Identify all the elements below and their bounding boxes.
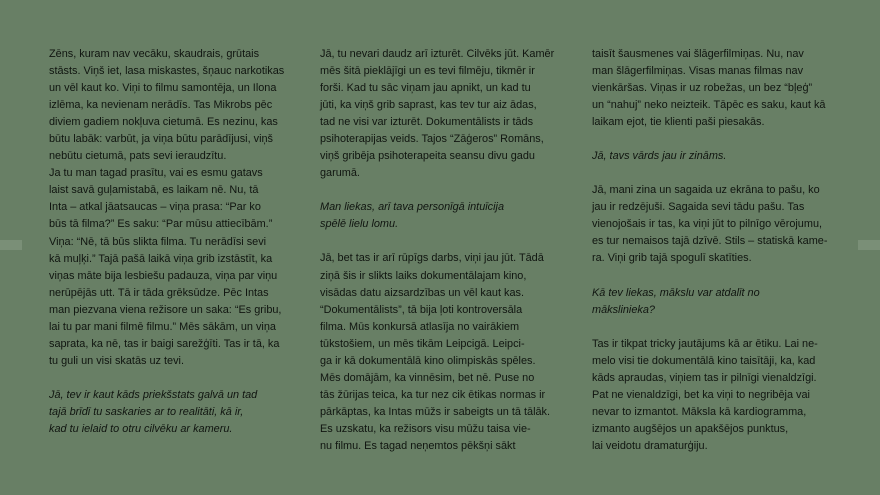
text-line: diviem gadiem nokļuva cietumā. Es nezinu, kas	[49, 116, 278, 129]
text-line: viņš gribēja psihoterapeita seansu divu gadu	[320, 150, 535, 163]
text-line: nu filmu. Es tagad neņemtos pēkšņi sākt	[320, 439, 516, 452]
text-line: tās žūrijas teica, ka tur nez cik ētikas normas ir	[320, 388, 546, 401]
text-line: mākslinieka?	[592, 303, 655, 316]
text-line: Man liekas, arī tava personīgā intuīcija	[320, 201, 505, 214]
text-line: forši. Kad tu sāc viņam jau apnikt, un kad tu	[320, 82, 531, 95]
interview-question	[49, 387, 281, 438]
text-line: Jā, tu nevari daudz arī izturēt. Cilvēks jūt. Kamēr	[320, 48, 555, 60]
text-line: būs tā filma?” Es saku: “Par mūsu attiecībām.”	[49, 218, 273, 231]
text-line: psihoterapijas veids. Tajos “Zāģeros” Romāns,	[320, 133, 544, 146]
text-line: Tas ir tikpat tricky jautājums kā ar ētiku. Lai ne-	[592, 337, 818, 350]
text-line: lai tu par mani filmē filmu.” Mēs sākām, un viņa	[49, 320, 276, 333]
text-line: saprata, ka nē, tas ir baigi sarežģīti. Tas ir tā, ka	[49, 337, 280, 350]
text-line: man šlāgerfilmiņas. Visas manas filmas nav	[592, 65, 804, 78]
text-line: Jā, mani zina un sagaida uz ekrāna to pašu, ko	[592, 184, 820, 197]
text-line: jūti, ka viņš grib saprast, kas tev tur aiz ādas,	[320, 99, 537, 112]
text-line: Zēns, kuram nav vecāku, skaudrais, grūtais	[49, 48, 260, 60]
text-line: tad ne visi var izturēt. Dokumentālists ir tāds	[320, 116, 534, 129]
text-line: pārkāptas, ka Intas mūžs ir sabeigts un tā tālāk.	[320, 405, 551, 418]
text-line: viņas māte bija lesbiešu padauza, viņa par viņu	[49, 269, 278, 282]
text-line: man piezvana viena režisore un saka: “Es gribu,	[49, 303, 282, 316]
text-line: mēs šitā pieklājīgi un es tevi filmēju, tikmēr ir	[320, 65, 535, 78]
text-line: visādas datu aizsardzības un vēl kaut kas.	[320, 286, 525, 299]
text-line: tu guli un visi skatās uz tevi.	[49, 354, 184, 367]
text-line: tajā brīdī tu saskaries ar to realitāti, kā ir,	[49, 405, 244, 418]
text-line: izlēma, ka nevienam nerādīs. Tas Mikrobs pēc	[49, 99, 273, 112]
text-line: melo visi tie dokumentālā kino taisītāji, ka, kad	[592, 354, 816, 367]
interview-answer	[320, 250, 552, 455]
text-line: Pat ne vienaldzīgi, bet ka viņi to negribēja vai	[592, 388, 810, 401]
text-line: nerūpējās utt. Tā ir tāda grēksūdze. Pēc Intas	[49, 286, 269, 299]
interview-answer	[320, 46, 555, 182]
interview-question	[592, 148, 824, 165]
previous-page-tab[interactable]	[0, 240, 22, 250]
text-line: garumā.	[320, 167, 360, 180]
text-line: Mēs domājām, ka vinnēsim, bet nē. Puse no	[320, 371, 535, 384]
interview-answer	[592, 336, 824, 455]
text-line: Jā, bet tas ir arī rūpīgs darbs, viņi jau jūt. Tādā	[320, 252, 544, 265]
text-line: būtu labāk: varbūt, ja viņa būtu parādījusi, viņš	[49, 133, 273, 146]
interview-answer	[592, 46, 824, 131]
interview-answer	[592, 182, 828, 267]
text-column-2	[320, 46, 555, 472]
interview-question	[320, 199, 552, 233]
text-line: taisīt šausmenes vai šlāgerfilmiņas. Nu, nav	[592, 48, 804, 60]
text-line: Es uzskatu, ka režisors visu mūžu taisa vie-	[320, 422, 531, 435]
text-line: “Dokumentālists”, tā bija ļoti kontroversāla	[320, 303, 523, 316]
text-line: vienojošais ir tas, ka viņi jūt to pilnīgo vērojumu,	[592, 218, 823, 231]
text-line: nevar to izmantot. Māksla kā kardiogramma,	[592, 405, 807, 418]
text-line: laikam ejot, tie klienti paši piesakās.	[592, 116, 765, 129]
text-line: lai veidotu dramaturģiju.	[592, 439, 708, 452]
text-line: kad tu ielaid to otru cilvēku ar kameru.	[49, 422, 233, 435]
text-line: Jā, tavs vārds jau ir zināms.	[592, 150, 727, 163]
text-column-1	[49, 46, 285, 455]
text-line: Ja tu man tagad prasītu, vai es esmu gatavs	[49, 167, 263, 180]
text-line: filma. Mūs konkursā atlasīja no vairākiem	[320, 320, 520, 333]
interview-question	[592, 285, 824, 319]
text-column-3	[592, 46, 828, 472]
text-line: vienkāršas. Viņas ir uz robežas, un bez “bļeģ”	[592, 82, 813, 95]
text-line: un vēl kaut ko. Viņi to filmu samontēja, un Ilona	[49, 82, 277, 95]
text-line: es tur nemaisos tajā dzīvē. Stils – statiskā kame-	[592, 235, 828, 248]
text-line: jau ir redzējuši. Sagaida sevi tādu pašu. Tas	[592, 201, 805, 214]
text-line: ra. Viņi grib tajā spogulī skatīties.	[592, 252, 752, 265]
text-line: Jā, tev ir kaut kāds priekšstats galvā un tad	[49, 388, 258, 401]
interview-answer	[49, 46, 285, 370]
text-line: kā muļķi.” Tajā pašā laikā viņa grib izstāstīt, ka	[49, 252, 273, 265]
text-line: Inta – atkal jāatsaucas – viņa prasa: “Par ko	[49, 201, 261, 214]
next-page-tab[interactable]	[858, 240, 880, 250]
text-line: tūkstošiem, un mēs tikām Leipcigā. Leipci-	[320, 337, 525, 350]
text-line: nebūtu cietumā, pats sevi ieraudzītu.	[49, 150, 227, 163]
text-line: kāds apraudas, viņiem tas ir pilnīgi vienaldzīgi.	[592, 371, 817, 384]
text-line: ziņā šis ir slikts laiks dokumentālajam kino,	[320, 269, 527, 282]
text-line: Kā tev liekas, mākslu var atdalīt no	[592, 286, 760, 299]
text-line: spēlē lielu lomu.	[320, 218, 399, 231]
text-line: ga ir kā dokumentālā kino olimpiskās spēles.	[320, 354, 536, 367]
text-line: izmanto augšējos un apakšējos punktus,	[592, 422, 789, 435]
text-line: stāsts. Viņš iet, lasa miskastes, šņauc narkotikas	[49, 65, 285, 78]
text-line: Viņa: “Nē, tā būs slikta filma. Tu nerādīsi sevi	[49, 235, 267, 248]
text-line: un “nahuj” neko neizteik. Tāpēc es saku, kaut kā	[592, 99, 826, 112]
text-line: laist savā guļamistabā, es laikam nē. Nu, tā	[49, 184, 259, 197]
